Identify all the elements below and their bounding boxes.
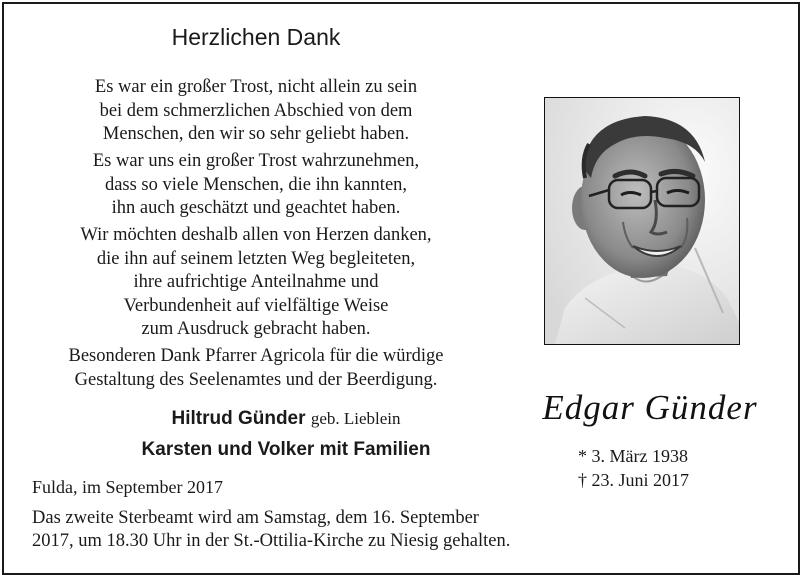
maiden-name: geb. Lieblein [310, 409, 401, 428]
text-line: bei dem schmerzlichen Abschied von dem [99, 100, 413, 121]
text-line: Wir möchten deshalb allen von Herzen danken, [80, 225, 432, 245]
text-line: Es war ein großer Trost, nicht allein zu sein [94, 77, 418, 97]
text-line: Es war uns ein großer Trost wahrzunehmen, [92, 151, 420, 171]
mass-notice [32, 507, 510, 553]
text-line: 2017, um 18.30 Uhr in der St.-Ottilia-Kirche zu Niesig gehalten. [32, 531, 511, 551]
thanks-paragraph-3 [0, 224, 512, 342]
family-name: Hiltrud Günder [171, 408, 306, 429]
heading: Herzlichen Dank [171, 24, 341, 50]
portrait-photo [544, 97, 740, 345]
thanks-paragraph-2 [0, 150, 512, 221]
text-line: Verbundenheit auf vielfältige Weise [123, 295, 389, 316]
family-line-2: Karsten und Volker mit Familien [141, 439, 431, 460]
text-line: Gestaltung des Seelenamtes und der Beerdigung. [74, 369, 438, 390]
life-dates [578, 444, 689, 492]
text-line: die ihn auf seinem letzten Weg begleiteten, [96, 248, 416, 269]
birth-date: * 3. März 1938 [578, 446, 688, 466]
text-line: ihn auch geschätzt und geachtet haben. [111, 198, 401, 218]
deceased-name: Edgar Günder [542, 388, 758, 427]
text-line: ihre aufrichtige Anteilnahme und [133, 272, 379, 292]
thanks-paragraph-4 [0, 345, 512, 392]
portrait-image [545, 98, 739, 344]
text-line: Besonderen Dank Pfarrer Agricola für die würdige [68, 346, 444, 366]
text-line: dass so viele Menschen, die ihn kannten, [104, 174, 408, 195]
thanks-paragraph-1 [0, 76, 512, 147]
text-line: Das zweite Sterbeamt wird am Samstag, dem 16. September [32, 508, 479, 528]
text-line: zum Ausdruck gebracht haben. [141, 319, 371, 339]
text-line: Menschen, den wir so sehr geliebt haben. [102, 124, 410, 144]
death-date: † 23. Juni 2017 [578, 470, 690, 490]
family-line-1 [0, 408, 572, 430]
place-date: Fulda, im September 2017 [32, 477, 223, 497]
